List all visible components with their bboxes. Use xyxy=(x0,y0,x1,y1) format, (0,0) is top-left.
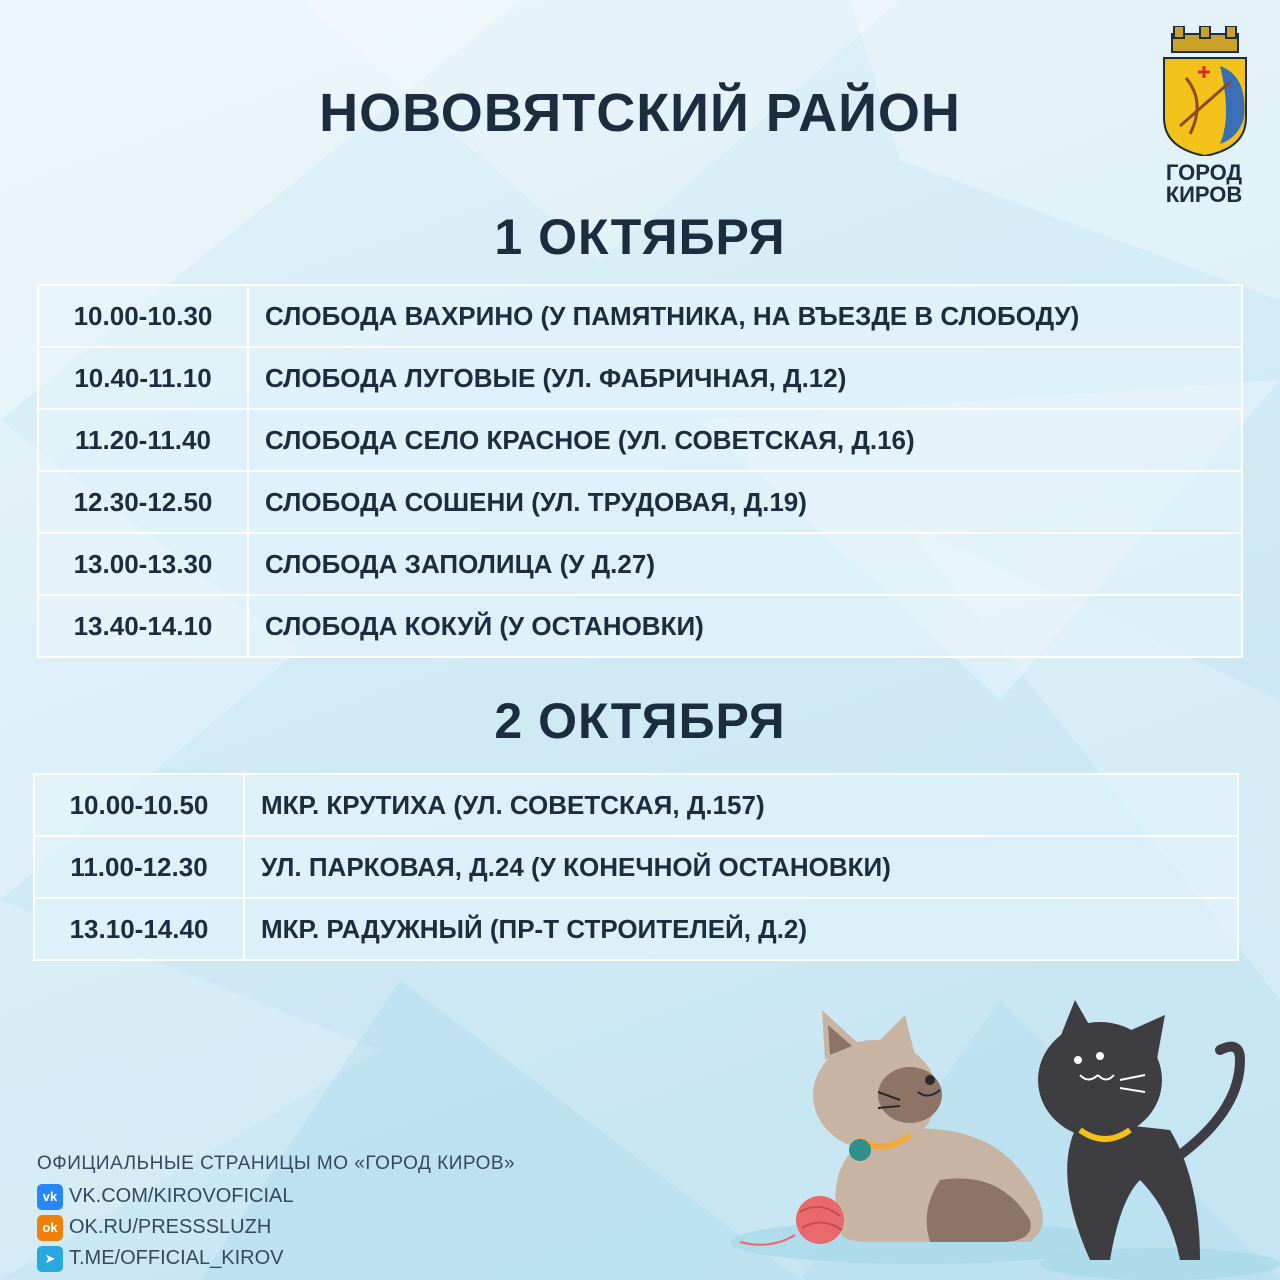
place-cell: СЛОБОДА СЕЛО КРАСНОЕ (УЛ. СОВЕТСКАЯ, Д.16) xyxy=(248,409,1242,471)
telegram-icon: ➤ xyxy=(37,1246,63,1272)
place-cell: СЛОБОДА ВАХРИНО (У ПАМЯТНИКА, НА ВЪЕЗДЕ В СЛОБОДУ) xyxy=(248,285,1242,347)
table-row xyxy=(38,471,1242,533)
table-row xyxy=(34,836,1238,898)
place-cell: СЛОБОДА КОКУЙ (У ОСТАНОВКИ) xyxy=(248,595,1242,657)
table-row xyxy=(38,285,1242,347)
ok-link[interactable] xyxy=(37,1212,515,1243)
place-cell: СЛОБОДА ЛУГОВЫЕ (УЛ. ФАБРИЧНАЯ, Д.12) xyxy=(248,347,1242,409)
time-cell: 10.40-11.10 xyxy=(38,347,248,409)
schedule-table-day1 xyxy=(37,284,1243,658)
vk-link[interactable] xyxy=(37,1181,515,1212)
footer-heading: ОФИЦИАЛЬНЫЕ СТРАНИЦЫ МО «ГОРОД КИРОВ» xyxy=(37,1153,516,1174)
logo-text xyxy=(1150,162,1258,206)
time-cell: 13.00-13.30 xyxy=(38,533,248,595)
place-cell: МКР. РАДУЖНЫЙ (ПР-Т СТРОИТЕЛЕЙ, Д.2) xyxy=(244,898,1238,960)
time-cell: 10.00-10.50 xyxy=(34,774,244,836)
time-cell: 11.00-12.30 xyxy=(34,836,244,898)
place-cell: СЛОБОДА СОШЕНИ (УЛ. ТРУДОВАЯ, Д.19) xyxy=(248,471,1242,533)
ok-icon: ok xyxy=(37,1215,63,1241)
place-cell: МКР. КРУТИХА (УЛ. СОВЕТСКАЯ, Д.157) xyxy=(244,774,1238,836)
table-row xyxy=(34,898,1238,960)
time-cell: 13.10-14.40 xyxy=(34,898,244,960)
logo-text-line1: ГОРОД xyxy=(1165,160,1243,185)
place-cell: УЛ. ПАРКОВАЯ, Д.24 (У КОНЕЧНОЙ ОСТАНОВКИ) xyxy=(244,836,1238,898)
date-heading-day1: 1 ОКТЯБРЯ xyxy=(494,209,786,265)
table-row xyxy=(34,774,1238,836)
table-row xyxy=(38,533,1242,595)
kirov-coat-of-arms-icon xyxy=(1160,26,1250,156)
telegram-link-text: T.ME/OFFICIAL_KIROV xyxy=(69,1247,284,1269)
schedule-table-day2 xyxy=(33,773,1239,961)
table-row xyxy=(38,347,1242,409)
cats-illustration xyxy=(700,980,1280,1280)
date-heading-day2: 2 ОКТЯБРЯ xyxy=(494,693,786,749)
table-row xyxy=(38,595,1242,657)
time-cell: 12.30-12.50 xyxy=(38,471,248,533)
footer-links xyxy=(37,1153,515,1274)
vk-link-text: VK.COM/KIROVOFICIAL xyxy=(69,1185,294,1207)
logo-text-line2: КИРОВ xyxy=(1165,182,1243,207)
place-cell: СЛОБОДА ЗАПОЛИЦА (У Д.27) xyxy=(248,533,1242,595)
vk-icon: vk xyxy=(37,1184,63,1210)
ok-link-text: OK.RU/PRESSSLUZH xyxy=(69,1216,272,1238)
district-title: НОВОВЯТСКИЙ РАЙОН xyxy=(319,83,961,143)
time-cell: 13.40-14.10 xyxy=(38,595,248,657)
table-row xyxy=(38,409,1242,471)
time-cell: 10.00-10.30 xyxy=(38,285,248,347)
telegram-link[interactable] xyxy=(37,1243,515,1274)
time-cell: 11.20-11.40 xyxy=(38,409,248,471)
